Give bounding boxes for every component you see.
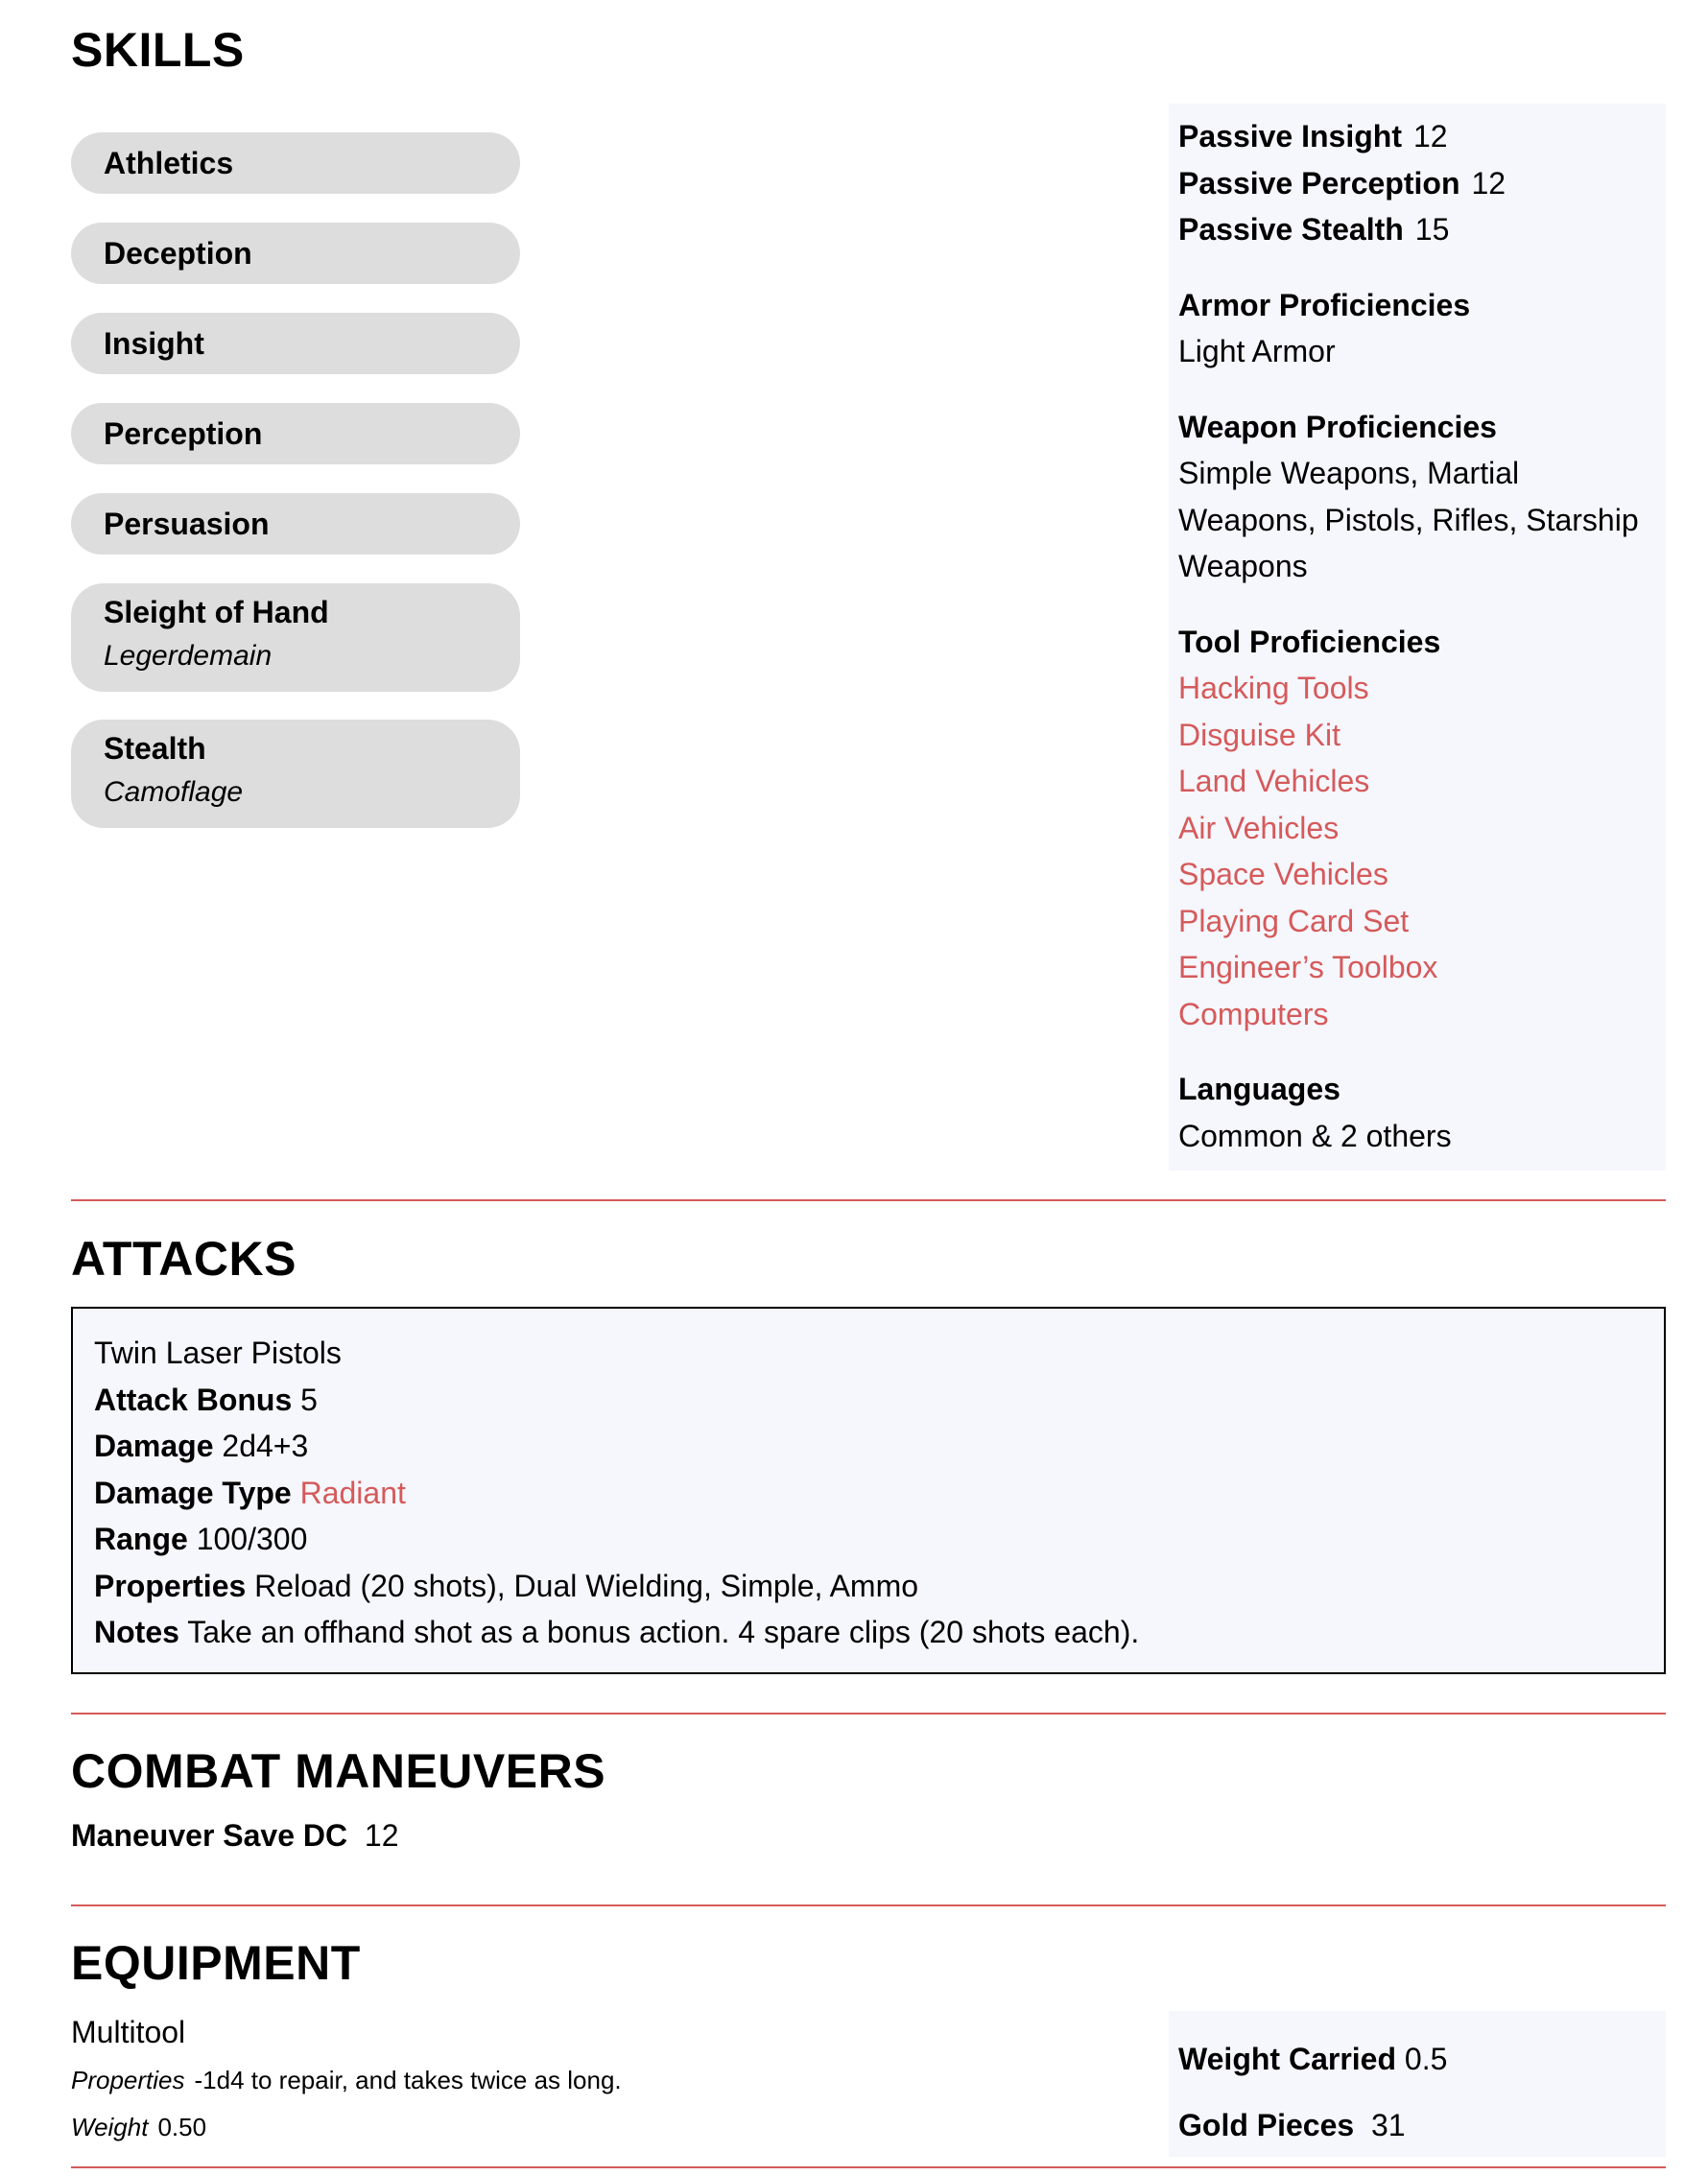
tool-link[interactable]: Land Vehicles [1178, 764, 1370, 798]
section-divider [71, 1904, 1666, 1906]
tool-link[interactable]: Hacking Tools [1178, 671, 1369, 705]
weapon-name: Twin Laser Pistols [94, 1336, 342, 1370]
armor-proficiencies [1178, 282, 1656, 375]
skill-subname: Legerdemain [104, 640, 273, 672]
languages-label: Languages [1178, 1072, 1340, 1106]
skill-name: Sleight of Hand [104, 595, 329, 629]
damage-type-row [94, 1470, 1643, 1517]
languages [1178, 1066, 1656, 1159]
tool-link[interactable]: Air Vehicles [1178, 810, 1340, 845]
skill-stealth[interactable] [71, 720, 520, 828]
properties-value: Reload (20 shots), Dual Wielding, Simple, Ammo [254, 1568, 919, 1603]
notes-label: Notes [94, 1615, 179, 1649]
skill-name: Persuasion [104, 507, 270, 541]
passive-perception [1178, 160, 1656, 207]
maneuver-save-dc [71, 1818, 399, 1854]
inventory-summary [1169, 2011, 1666, 2157]
gold-label: Gold Pieces [1178, 2108, 1355, 2142]
passive-label: Passive Stealth [1178, 212, 1404, 247]
skills-heading: SKILLS [71, 23, 245, 77]
attack-bonus-value: 5 [300, 1382, 318, 1417]
weapons-value: Simple Weapons, Martial Weapons, Pistols, Rifles, Starship Weapons [1178, 456, 1639, 583]
damage-value: 2d4+3 [222, 1429, 309, 1463]
armor-label: Armor Proficiencies [1178, 287, 1471, 322]
attacks-heading: ATTACKS [71, 1232, 297, 1286]
skill-persuasion[interactable] [71, 493, 520, 555]
languages-value: Common & 2 others [1178, 1118, 1452, 1153]
passive-scores [1178, 113, 1656, 253]
save-dc-value: 12 [364, 1818, 399, 1853]
weapon-proficiencies [1178, 404, 1656, 590]
weight-carried-label: Weight Carried [1178, 2042, 1396, 2076]
range-label: Range [94, 1522, 188, 1556]
skill-name: Insight [104, 326, 204, 361]
item-weight-value: 0.50 [157, 2113, 207, 2141]
section-divider [71, 1713, 1666, 1715]
notes-value: Take an offhand shot as a bonus action. 4 spare clips (20 shots each). [187, 1615, 1140, 1649]
tool-link[interactable]: Computers [1178, 996, 1329, 1031]
damage-label: Damage [94, 1429, 214, 1463]
attack-bonus-row [94, 1377, 1643, 1424]
passive-label: Passive Perception [1178, 165, 1460, 201]
skill-athletics[interactable] [71, 132, 520, 194]
properties-label: Properties [94, 1568, 247, 1603]
passive-stealth [1178, 206, 1656, 253]
damage-row [94, 1423, 1643, 1470]
damage-type-link[interactable]: Radiant [299, 1475, 406, 1510]
skill-name: Perception [104, 416, 263, 451]
save-dc-label: Maneuver Save DC [71, 1818, 348, 1853]
skill-name: Stealth [104, 731, 206, 766]
gold-pieces [1178, 2106, 1656, 2144]
passive-value: 12 [1471, 165, 1506, 201]
attack-card [71, 1307, 1666, 1674]
tool-link[interactable]: Playing Card Set [1178, 903, 1410, 938]
weapons-label: Weapon Proficiencies [1178, 409, 1497, 444]
item-name: Multitool [71, 2015, 186, 2049]
attack-bonus-label: Attack Bonus [94, 1382, 293, 1417]
damage-type-label: Damage Type [94, 1475, 292, 1510]
skill-deception[interactable] [71, 223, 520, 284]
proficiencies-panel [1169, 104, 1666, 1171]
skill-name: Deception [104, 236, 252, 271]
passive-insight [1178, 113, 1656, 160]
passive-value: 15 [1414, 212, 1450, 247]
tool-link[interactable]: Space Vehicles [1178, 857, 1388, 891]
skill-name: Athletics [104, 146, 234, 180]
item-properties [71, 2066, 622, 2095]
tool-link[interactable]: Disguise Kit [1178, 717, 1340, 752]
range-value: 100/300 [196, 1522, 308, 1556]
armor-value: Light Armor [1178, 334, 1336, 368]
tools-label: Tool Proficiencies [1178, 624, 1441, 659]
item-weight-label: Weight [71, 2113, 149, 2141]
section-divider [71, 2166, 1666, 2168]
notes-row [94, 1609, 1643, 1656]
section-divider [71, 1199, 1666, 1201]
combat-maneuvers-heading: COMBAT MANEUVERS [71, 1744, 606, 1798]
tool-link[interactable]: Engineer’s Toolbox [1178, 950, 1438, 984]
range-row [94, 1516, 1643, 1563]
gold-value: 31 [1370, 2108, 1406, 2142]
skill-perception[interactable] [71, 403, 520, 464]
equipment-heading: EQUIPMENT [71, 1936, 361, 1990]
properties-row [94, 1563, 1643, 1610]
skill-subname: Camoflage [104, 776, 244, 808]
skill-insight[interactable] [71, 313, 520, 374]
weight-carried [1178, 2040, 1656, 2078]
item-properties-label: Properties [71, 2066, 185, 2094]
passive-label: Passive Insight [1178, 119, 1402, 154]
skill-sleight-of-hand[interactable] [71, 583, 520, 692]
passive-value: 12 [1412, 119, 1448, 154]
weight-carried-value: 0.5 [1404, 2042, 1448, 2076]
tool-proficiencies [1178, 619, 1656, 1038]
item-properties-value: -1d4 to repair, and takes twice as long. [194, 2066, 622, 2094]
item-weight [71, 2113, 206, 2142]
